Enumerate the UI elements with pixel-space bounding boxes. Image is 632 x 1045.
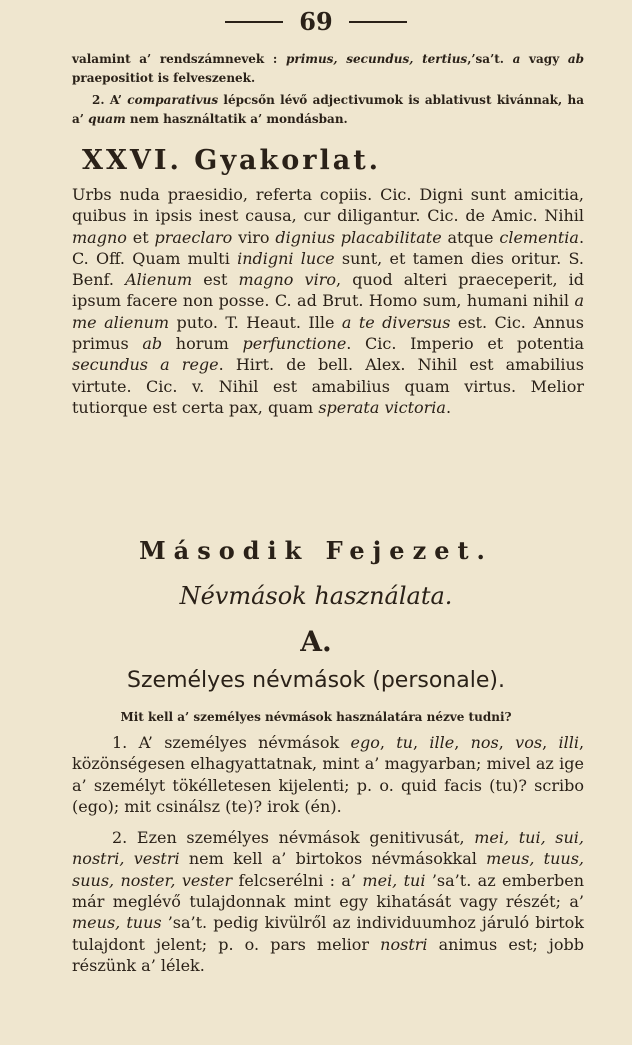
italic-text: perfunctione — [242, 334, 347, 354]
text-run: 2. Ezen személyes névmások genitivusát, — [112, 828, 475, 848]
italic-text: tu — [396, 733, 413, 752]
page-header — [0, 8, 632, 36]
chapter-title: Második Fejezet. — [139, 536, 493, 565]
text-run: horum — [162, 334, 243, 354]
italic-text: magno viro — [238, 270, 336, 290]
italic-text: Alienum — [125, 270, 193, 290]
text-run: Urbs nuda praesidio, referta copiis. Cic. Digni sunt amicitia, quibus in ipsis inest causa, cur diligantur. Cic. de Amic. Nihil — [72, 185, 584, 226]
italic-text: meus, tuus — [72, 913, 162, 933]
text-run: vagy — [520, 52, 568, 66]
text-run: , — [454, 733, 471, 752]
italic-text: mei, tui, sui, nostri, vestri — [72, 828, 585, 869]
italic-text: illi — [558, 733, 579, 752]
italic-text: comparativus — [127, 93, 219, 107]
text-run: , közönségesen elhagyattatnak, mint a’ magyarban; mivel az ige a’ személyt tökélletesen kijelenti; p. o. quid facis (tu)? scribo (ego); mit csinálsz (te)? irok (én). — [72, 733, 585, 816]
text-run: . Cic. Imperio et potentia — [346, 334, 585, 354]
text-run: ’sa’t. pedig kivülről az individuumhoz járuló birtok tulajdont jelent; p. o. pars melior — [72, 913, 584, 954]
note-2 — [72, 91, 584, 129]
italic-text: magno — [72, 227, 127, 247]
section-letter: A. — [300, 625, 332, 658]
text-run: ’sa’t. az emberben már meglévő tulajdonnak mint egy kihatását vagy részét; a’ — [72, 870, 584, 912]
text-run: nem használtatik a’ mondásban. — [125, 112, 348, 126]
text-run: praepositiot is felveszenek. — [72, 71, 256, 85]
italic-text: clementia — [499, 227, 579, 247]
text-run: est — [192, 270, 239, 290]
text-run: est. Cic. Annus primus — [72, 312, 584, 354]
section-question: Mit kell a’ személyes névmások használatára nézve tudni? — [120, 710, 512, 724]
italic-text: ego — [350, 733, 380, 752]
text-run: animus est; jobb részünk a’ lélek. — [72, 934, 584, 975]
footnotes-top — [72, 50, 584, 129]
italic-text: dignius placabilitate — [275, 227, 442, 247]
exercise-body — [72, 184, 584, 418]
text-run: , — [379, 733, 397, 752]
exercise-heading: XXVI. Gyakorlat. — [82, 145, 382, 176]
paragraph-1 — [72, 732, 584, 817]
italic-text: sperata victoria — [318, 397, 446, 417]
italic-text: secundus a rege — [72, 355, 219, 375]
section-text — [72, 732, 584, 976]
italic-text: a me alienum — [72, 291, 584, 332]
italic-text: primus, secundus, tertius — [285, 52, 468, 66]
italic-text: quam — [88, 112, 126, 126]
italic-text: ille — [429, 733, 455, 752]
text-run: , quod alteri praeceperit, id ipsum facere non posse. C. ad Brut. Homo sum, humani nihil — [72, 270, 585, 311]
italic-text: nos — [470, 733, 499, 752]
italic-text: vos — [515, 733, 543, 752]
exercise-text — [72, 184, 584, 418]
text-run: puto. T. Heaut. Ille — [169, 312, 342, 332]
text-run: , — [542, 733, 559, 752]
italic-text: praeclaro — [154, 227, 233, 247]
text-run: nem kell a’ birtokos névmásokkal — [179, 849, 487, 869]
text-run: . — [445, 397, 452, 417]
text-run: et — [126, 227, 155, 247]
italic-text: ab — [142, 334, 163, 354]
italic-text: a — [512, 52, 521, 66]
text-run: lépcsőn lévő adjectivumok is ablativust kivánnak, ha a’ — [72, 93, 584, 126]
text-run: , — [412, 733, 430, 752]
italic-text: mei, tui — [362, 870, 426, 890]
text-run: 2. A’ — [92, 93, 128, 107]
italic-text: ab — [567, 52, 584, 66]
text-run: . Hirt. de bell. Alex. Nihil est amabilius virtute. Cic. v. Nihil est amabilius quam virtus. Melior tutiorque est certa pax, quam — [72, 355, 584, 417]
text-run: . C. Off. Quam multi — [72, 227, 585, 268]
note-1 — [72, 50, 584, 88]
text-run: , — [498, 733, 516, 752]
page-number: 69 — [299, 7, 333, 36]
section-heading: Személyes névmások (personale). — [127, 668, 505, 693]
paragraph-2 — [72, 827, 584, 976]
italic-text: a te diversus — [341, 312, 451, 332]
text-run: valamint a’ rendszámnevek : — [72, 52, 286, 66]
chapter-subtitle: Névmások használata. — [179, 582, 453, 610]
text-run: sunt, et tamen dies oritur. S. Benf. — [72, 248, 585, 290]
header-rule-left — [225, 21, 283, 23]
italic-text: indigni luce — [237, 248, 335, 268]
text-run: atque — [441, 227, 500, 247]
italic-text: meus, tuus, suus, noster, vester — [72, 849, 584, 890]
header-rule-right — [349, 21, 407, 23]
text-run: 1. A’ személyes névmások — [112, 733, 351, 752]
italic-text: nostri — [380, 934, 428, 954]
text-run: viro — [232, 227, 276, 247]
text-run: felcserélni : a’ — [232, 870, 363, 890]
text-run: ,’sa’t. — [467, 52, 513, 66]
